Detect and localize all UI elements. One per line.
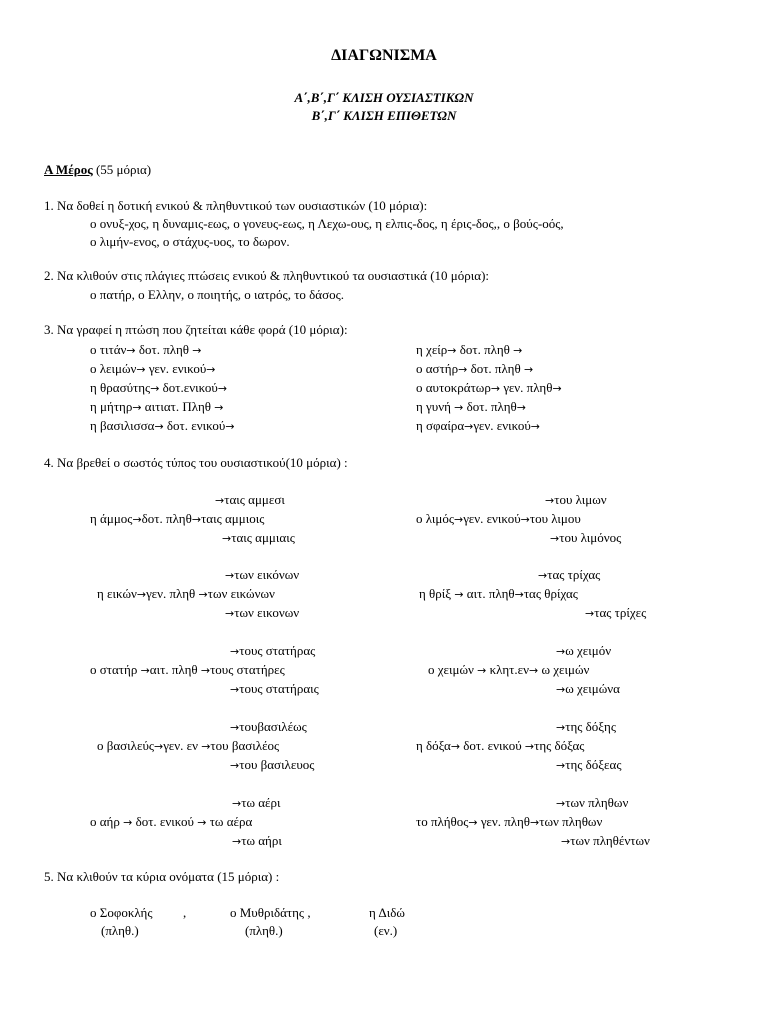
q4-option xyxy=(556,643,611,660)
question-1-line-2: ο λιμήν-ενος, ο στάχυς-υος, το δωρον. xyxy=(90,234,290,249)
q4-stem xyxy=(90,814,252,831)
arrow-icon: → xyxy=(232,835,242,848)
q3-row-1-left xyxy=(90,342,201,359)
q4-option xyxy=(225,605,299,622)
q4-option xyxy=(556,719,616,736)
arrow-icon: → xyxy=(132,401,142,414)
q4-case: γεν. ενικού xyxy=(463,511,521,526)
arrow-icon: → xyxy=(215,494,225,507)
q5-name-3: η Διδώ xyxy=(369,905,405,920)
q4-option-text: της δόξας xyxy=(534,738,585,753)
q4-stem xyxy=(90,511,264,528)
q4-option-text: των εικονων xyxy=(234,605,300,620)
q3-case: δοτ. ενικού xyxy=(163,418,226,433)
q4-case: αιτ. πληθ xyxy=(149,662,201,677)
q5-number-1: (πληθ.) xyxy=(101,923,139,938)
arrow-icon: → xyxy=(154,420,164,433)
q3-row-2-right xyxy=(416,361,533,378)
q4-noun: η άμμος xyxy=(90,511,133,526)
arrow-icon: → xyxy=(197,816,207,829)
arrow-icon: → xyxy=(192,344,202,357)
arrow-icon: → xyxy=(123,816,133,829)
q4-option xyxy=(225,567,299,584)
q4-stem xyxy=(428,662,589,679)
arrow-icon: → xyxy=(550,532,560,545)
q4-option xyxy=(585,605,646,622)
arrow-icon: → xyxy=(454,513,464,526)
q4-option-text: τουβασιλέως xyxy=(239,719,307,734)
q3-row-4-right xyxy=(416,399,526,416)
q4-option xyxy=(561,833,650,850)
arrow-icon: → xyxy=(201,740,211,753)
q3-case: γεν. πληθ xyxy=(500,380,553,395)
q4-noun: ο χειμών xyxy=(428,662,478,677)
q4-option-text: τω αήρι xyxy=(241,833,282,848)
q3-case: δοτ. πληθ xyxy=(463,399,517,414)
q4-option-text: του λιμόνος xyxy=(559,530,622,545)
arrow-icon: → xyxy=(206,363,216,376)
section-points: (55 μόρια) xyxy=(92,162,152,177)
q4-option-text: της δόξης xyxy=(565,719,617,734)
q4-option xyxy=(230,719,307,736)
q4-case: δοτ. ενικού xyxy=(132,814,198,829)
page-title: ΔΙΑΓΩΝΙΣΜΑ xyxy=(331,47,437,64)
arrow-icon: → xyxy=(545,494,555,507)
q4-stem xyxy=(416,738,584,755)
q4-noun: ο στατήρ xyxy=(90,662,141,677)
q3-case: δοτ. πληθ xyxy=(135,342,193,357)
q4-option xyxy=(232,795,281,812)
q4-case: δοτ. πληθ xyxy=(141,511,192,526)
arrow-icon: → xyxy=(556,645,566,658)
arrow-icon: → xyxy=(225,569,235,582)
q4-option xyxy=(230,757,314,774)
q4-option-text: τας τρίχες xyxy=(594,605,647,620)
arrow-icon: → xyxy=(126,344,136,357)
q3-word: η βασιλισσα xyxy=(90,418,155,433)
q4-stem xyxy=(416,511,581,528)
arrow-icon: → xyxy=(154,740,164,753)
q4-case: αιτ. πληθ xyxy=(463,586,515,601)
q3-word: ο τιτάν xyxy=(90,342,127,357)
arrow-icon: → xyxy=(454,588,464,601)
subtitle-nouns: Α΄,Β΄,Γ΄ ΚΛΙΣΗ ΟΥΣΙΑΣΤΙΚΩΝ xyxy=(294,90,474,105)
q4-noun: η δόξα xyxy=(416,738,451,753)
arrow-icon: → xyxy=(132,513,142,526)
arrow-icon: → xyxy=(464,420,474,433)
q3-row-5-right xyxy=(416,418,540,435)
arrow-icon: → xyxy=(450,740,461,753)
q3-case: αιτιατ. Πληθ xyxy=(141,399,215,414)
q4-option xyxy=(556,681,620,698)
question-1-line-1: ο ονυξ-χος, η δυναμις-εως, ο γονευς-εως, η Λεχω-ους, η ελπις-δος, η έρις-δος,, ο βούς-οός, xyxy=(90,216,564,231)
arrow-icon: → xyxy=(530,816,540,829)
q4-option xyxy=(556,757,621,774)
q4-option-text: τω αέρα xyxy=(206,814,253,829)
q4-option xyxy=(556,795,628,812)
q4-noun: ο λιμός xyxy=(416,511,455,526)
q3-word: η θρασύτης xyxy=(90,380,151,395)
q3-case: δοτ.ενικού xyxy=(159,380,218,395)
q3-word: η σφαίρα xyxy=(416,418,465,433)
arrow-icon: → xyxy=(468,816,478,829)
arrow-icon: → xyxy=(556,683,566,696)
q4-option xyxy=(230,681,319,698)
arrow-icon: → xyxy=(538,569,548,582)
question-5-prompt: 5. Να κλιθούν τα κύρια ονόματα (15 μόρια) : xyxy=(44,869,280,884)
q4-option xyxy=(545,492,607,509)
q3-word: η γυνή xyxy=(416,399,455,414)
arrow-icon: → xyxy=(136,363,146,376)
arrow-icon: → xyxy=(514,588,524,601)
arrow-icon: → xyxy=(490,382,501,395)
q4-stem xyxy=(97,738,279,755)
q4-option xyxy=(538,567,600,584)
arrow-icon: → xyxy=(232,797,242,810)
q4-option-text: τω αέρι xyxy=(241,795,281,810)
q4-option xyxy=(222,530,295,547)
arrow-icon: → xyxy=(552,382,562,395)
q4-option-text: τους στατήρας xyxy=(239,643,316,658)
arrow-icon: → xyxy=(200,664,211,677)
q5-number-3: (εν.) xyxy=(374,923,398,938)
q4-option-text: των πληθέντων xyxy=(570,833,650,848)
q4-option xyxy=(230,643,315,660)
arrow-icon: → xyxy=(458,363,468,376)
arrow-icon: → xyxy=(556,797,566,810)
arrow-icon: → xyxy=(214,401,224,414)
q3-row-5-left xyxy=(90,418,235,435)
q4-option-text: του λιμων xyxy=(554,492,607,507)
q5-number-2: (πληθ.) xyxy=(245,923,283,938)
question-3-prompt: 3. Να γραφεί η πτώση που ζητείται κάθε φορά (10 μόρια): xyxy=(44,322,348,337)
q4-option-text: ταις αμμιοις xyxy=(201,511,265,526)
arrow-icon: → xyxy=(513,344,523,357)
q4-noun: η εικών xyxy=(97,586,137,601)
q4-option-text: των πληθων xyxy=(565,795,629,810)
arrow-icon: → xyxy=(524,740,535,753)
section-heading xyxy=(44,162,151,178)
q4-option-text: του λιμου xyxy=(529,511,581,526)
q3-word: η μήτηρ xyxy=(90,399,133,414)
q4-noun: το πλήθος xyxy=(416,814,469,829)
q5-name-2: ο Μυθριδάτης , xyxy=(230,905,311,920)
arrow-icon: → xyxy=(454,401,464,414)
q4-case: δοτ. ενικού xyxy=(460,738,525,753)
q3-word: ο αστήρ xyxy=(416,361,459,376)
arrow-icon: → xyxy=(140,664,150,677)
arrow-icon: → xyxy=(523,363,534,376)
q4-option-text: ω χειμώνα xyxy=(565,681,620,696)
q3-row-1-right xyxy=(416,342,522,359)
arrow-icon: → xyxy=(530,420,541,433)
q4-option xyxy=(550,530,621,547)
q3-row-3-right xyxy=(416,380,562,397)
q3-case: γεν. ενικού xyxy=(145,361,207,376)
q4-option-text: τους στατήραις xyxy=(239,681,319,696)
q3-case: δοτ. πληθ xyxy=(467,361,524,376)
arrow-icon: → xyxy=(556,759,566,772)
q4-option-text: των πληθων xyxy=(539,814,603,829)
question-1-prompt: 1. Να δοθεί η δοτική ενικού & πληθυντικού των ουσιαστικών (10 μόρια): xyxy=(44,198,428,213)
arrow-icon: → xyxy=(230,721,240,734)
q4-noun: η θρίξ xyxy=(419,586,455,601)
arrow-icon: → xyxy=(561,835,571,848)
question-2-prompt: 2. Να κλιθούν στις πλάγιες πτώσεις ενικού & πληθυντικού τα ουσιαστικά (10 μόρια): xyxy=(44,268,490,283)
arrow-icon: → xyxy=(528,664,539,677)
arrow-icon: → xyxy=(477,664,487,677)
q3-word: ο αυτοκράτωρ xyxy=(416,380,491,395)
q4-option-text: ω χειμών xyxy=(538,662,590,677)
q4-noun: ο αήρ xyxy=(90,814,124,829)
q3-case: δοτ. πληθ xyxy=(456,342,514,357)
arrow-icon: → xyxy=(230,683,240,696)
q3-row-2-left xyxy=(90,361,216,378)
section-label: Α Μέρος xyxy=(44,162,93,177)
arrow-icon: → xyxy=(136,588,147,601)
q4-stem xyxy=(90,662,285,679)
q4-stem xyxy=(419,586,578,603)
q4-stem xyxy=(416,814,602,831)
q4-option-text: των εικόνων xyxy=(234,567,300,582)
arrow-icon: → xyxy=(230,645,240,658)
q3-row-3-left xyxy=(90,380,227,397)
q4-option-text: τας τρίχας xyxy=(547,567,601,582)
q4-option-text: των εικώνων xyxy=(207,586,275,601)
arrow-icon: → xyxy=(217,382,228,395)
q4-option-text: ταις αμμεσι xyxy=(224,492,285,507)
arrow-icon: → xyxy=(520,513,530,526)
subtitle-adjectives: Β΄,Γ΄ ΚΛΙΣΗ ΕΠΙΘΕΤΩΝ xyxy=(311,108,457,123)
q4-case: γεν. πληθ xyxy=(477,814,531,829)
arrow-icon: → xyxy=(150,382,160,395)
q3-word: η χείρ xyxy=(416,342,448,357)
arrow-icon: → xyxy=(191,513,202,526)
q3-row-4-left xyxy=(90,399,223,416)
q4-option-text: του βασιλευος xyxy=(239,757,315,772)
q4-option xyxy=(232,833,282,850)
q4-option-text: ταις αμμιαις xyxy=(231,530,295,545)
arrow-icon: → xyxy=(447,344,457,357)
q4-stem xyxy=(97,586,275,603)
q5-name-1: ο Σοφοκλής xyxy=(90,905,153,920)
arrow-icon: → xyxy=(516,401,526,414)
q5-comma: , xyxy=(183,905,187,920)
arrow-icon: → xyxy=(198,588,208,601)
arrow-icon: → xyxy=(225,607,235,620)
arrow-icon: → xyxy=(225,420,235,433)
q4-option-text: τους στατήρες xyxy=(210,662,285,677)
q3-word: ο λειμών xyxy=(90,361,137,376)
arrow-icon: → xyxy=(222,532,232,545)
arrow-icon: → xyxy=(585,607,595,620)
q4-option-text: του βασιλέος xyxy=(210,738,280,753)
q4-case: κλητ.εν xyxy=(486,662,529,677)
arrow-icon: → xyxy=(230,759,240,772)
q4-option-text: τας θρίχας xyxy=(523,586,578,601)
q4-case: γεν. εν xyxy=(163,738,202,753)
q4-option xyxy=(215,492,285,509)
q4-noun: ο βασιλεύς xyxy=(97,738,155,753)
question-4-prompt: 4. Να βρεθεί ο σωστός τύπος του ουσιαστικού(10 μόρια) : xyxy=(44,455,348,470)
question-2-line-1: ο πατήρ, ο Ελλην, ο ποιητής, ο ιατρός, το δάσος. xyxy=(90,287,345,302)
q3-case: γεν. ενικού xyxy=(473,418,531,433)
q4-case: γεν. πληθ xyxy=(146,586,199,601)
q4-option-text: ω χειμόν xyxy=(565,643,612,658)
q4-option-text: της δόξεας xyxy=(565,757,622,772)
arrow-icon: → xyxy=(556,721,566,734)
